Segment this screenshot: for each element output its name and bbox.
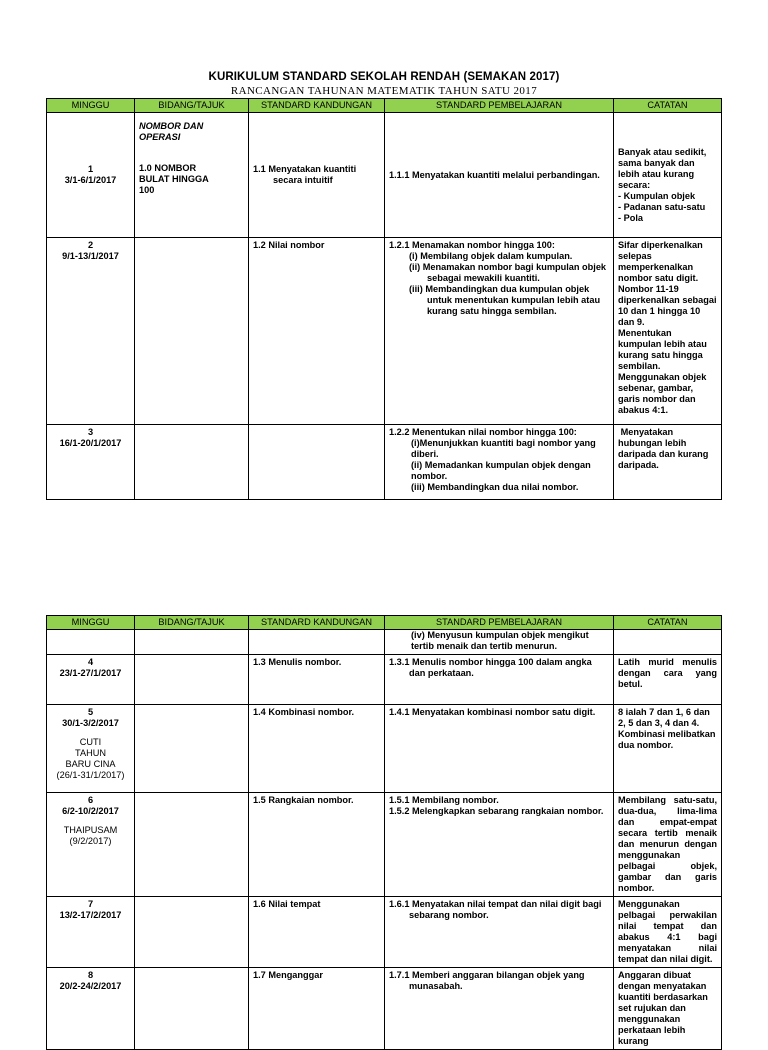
bidang-heading: NOMBOR DAN OPERASI xyxy=(139,121,204,142)
catatan-text: Banyak atau sedikit, sama banyak dan lebih atau kurang secara: xyxy=(618,146,707,190)
col-standard-pembelajaran: STANDARD PEMBELAJARAN xyxy=(385,616,614,630)
sk-text: 1.4 Kombinasi nombor. xyxy=(253,707,355,717)
standard-pembelajaran-cell xyxy=(385,238,614,425)
table-header-row xyxy=(47,99,722,113)
col-standard-kandungan: STANDARD KANDUNGAN xyxy=(249,99,385,113)
sk-text: 1.6 Nilai tempat xyxy=(253,899,321,909)
week-number: 7 xyxy=(87,899,94,909)
table-row xyxy=(47,655,722,705)
table-header-row xyxy=(47,616,722,630)
page-subtitle: RANCANGAN TAHUNAN MATEMATIK TAHUN SATU 2017 xyxy=(230,85,538,97)
week-cell xyxy=(47,897,135,968)
table-row xyxy=(47,113,722,238)
week-date: 20/2-24/2/2017 xyxy=(59,981,122,991)
standard-pembelajaran-cell xyxy=(385,425,614,500)
week-number: 5 xyxy=(87,707,94,717)
catatan-cell xyxy=(614,705,722,793)
sp-item: (i)Menunjukkan kuantiti bagi nombor yang diberi. xyxy=(411,438,596,459)
sp-text: 1.5.1 Membilang nombor. xyxy=(389,795,499,805)
standard-pembelajaran-cell xyxy=(385,705,614,793)
bidang-cell xyxy=(135,630,249,655)
sk-text: 1.2 Nilai nombor xyxy=(253,240,325,250)
catatan-cell xyxy=(614,897,722,968)
sp-text: 1.2.2 Menentukan nilai nombor hingga 100: xyxy=(389,427,577,437)
catatan-text: - Padanan satu-satu xyxy=(618,201,706,212)
week-date: 6/2-10/2/2017 xyxy=(62,806,119,816)
catatan-text: Latih murid menulis dengan cara yang betul. xyxy=(618,657,717,689)
week-date: 16/1-20/1/2017 xyxy=(59,438,122,448)
table-row xyxy=(47,238,722,425)
catatan-text: Menentukan kumpulan lebih atau kurang satu hingga sembilan. xyxy=(618,328,707,371)
bidang-cell xyxy=(135,655,249,705)
catatan-text: - Pola xyxy=(618,212,644,223)
catatan-cell xyxy=(614,968,722,1050)
week-cell xyxy=(47,968,135,1050)
standard-pembelajaran-cell xyxy=(385,968,614,1050)
catatan-cell xyxy=(614,238,722,425)
holiday-note: THAIPUSAM xyxy=(63,825,118,835)
bidang-cell xyxy=(135,113,249,238)
catatan-cell xyxy=(614,655,722,705)
catatan-cell xyxy=(614,425,722,500)
catatan-text: Menggunakan objek sebenar, gambar, garis nombor dan abakus 4:1. xyxy=(618,372,707,415)
table-row xyxy=(47,897,722,968)
standard-kandungan-cell xyxy=(249,655,385,705)
week-number: 6 xyxy=(87,795,94,805)
table-row xyxy=(47,705,722,793)
catatan-cell xyxy=(614,793,722,897)
week-cell xyxy=(47,655,135,705)
standard-kandungan-cell xyxy=(249,968,385,1050)
sp-text: 1.5.2 Melengkapkan sebarang rangkaian nombor. xyxy=(389,806,604,816)
week-date: 13/2-17/2/2017 xyxy=(59,910,122,920)
catatan-text: Membilang satu-satu, dua-dua, lima-lima dan empat-empat secara tertib menaik dan menurun dengan menggunakan pelbagai objek, gambar dan garis nombor. xyxy=(618,795,717,893)
bidang-cell xyxy=(135,238,249,425)
col-standard-pembelajaran: STANDARD PEMBELAJARAN xyxy=(385,99,614,113)
col-minggu: MINGGU xyxy=(47,616,135,630)
sk-text: 1.7 Menganggar xyxy=(253,970,323,980)
sk-text: 1.5 Rangkaian nombor. xyxy=(253,795,354,805)
week-cell xyxy=(47,238,135,425)
catatan-text: Sifar diperkenalkan selepas memperkenalkan nombor satu digit. xyxy=(618,240,703,283)
standard-kandungan-cell xyxy=(249,793,385,897)
catatan-cell xyxy=(614,113,722,238)
sp-text: 1.2.1 Menamakan nombor hingga 100: xyxy=(389,240,555,250)
col-bidang: BIDANG/TAJUK xyxy=(135,616,249,630)
standard-kandungan-cell xyxy=(249,238,385,425)
standard-kandungan-cell xyxy=(249,113,385,238)
holiday-note: CUTI TAHUN BARU CINA xyxy=(65,737,116,769)
catatan-text: Menggunakan pelbagai perwakilan nilai tempat dan abakus 4:1 bagi menyatakan nilai tempat dan nilai digit. xyxy=(618,899,717,964)
standard-pembelajaran-cell xyxy=(385,113,614,238)
week-number: 4 xyxy=(87,657,94,667)
standard-pembelajaran-cell xyxy=(385,897,614,968)
standard-kandungan-cell xyxy=(249,705,385,793)
catatan-text: Menyatakan hubungan lebih daripada dan kurang daripada. xyxy=(618,427,711,470)
standard-kandungan-cell xyxy=(249,897,385,968)
col-standard-kandungan: STANDARD KANDUNGAN xyxy=(249,616,385,630)
week-number: 3 xyxy=(87,427,94,437)
bidang-cell xyxy=(135,968,249,1050)
table-row xyxy=(47,630,722,655)
catatan-cell xyxy=(614,630,722,655)
bidang-cell xyxy=(135,425,249,500)
week-cell xyxy=(47,630,135,655)
sp-item: (ii) Menamakan nombor bagi kumpulan objek sebagai mewakili kuantiti. xyxy=(409,262,607,283)
week-date: 23/1-27/1/2017 xyxy=(59,668,122,678)
week-number: 2 xyxy=(87,240,94,250)
bidang-topic: 1.0 NOMBOR BULAT HINGGA 100 xyxy=(139,163,209,195)
standard-kandungan-cell xyxy=(249,425,385,500)
page-title: KURIKULUM STANDARD SEKOLAH RENDAH (SEMAKAN 2017) xyxy=(208,71,560,83)
sp-item: (iii) Membandingkan dua nilai nombor. xyxy=(411,482,579,492)
sp-text: 1.6.1 Menyatakan nilai tempat dan nilai digit bagi sebarang nombor. xyxy=(389,899,602,920)
col-bidang: BIDANG/TAJUK xyxy=(135,99,249,113)
catatan-text: Nombor 11-19 diperkenalkan sebagai 10 dan 1 hingga 10 dan 9. xyxy=(618,284,717,327)
sp-item: (iii) Membandingkan dua kumpulan objek untuk menentukan kumpulan lebih atau kurang satu hingga sembilan. xyxy=(409,284,601,316)
bidang-cell xyxy=(135,793,249,897)
col-catatan: CATATAN xyxy=(614,99,722,113)
table-row xyxy=(47,793,722,897)
standard-pembelajaran-cell xyxy=(385,630,614,655)
plan-table-2 xyxy=(46,615,722,1050)
week-date: 30/1-3/2/2017 xyxy=(62,718,119,728)
sk-text: 1.1 Menyatakan kuantiti secara intuitif xyxy=(253,164,357,185)
week-number: 1 xyxy=(87,164,94,174)
sp-text: 1.7.1 Memberi anggaran bilangan objek yang munasabah. xyxy=(389,970,585,991)
week-date: 9/1-13/1/2017 xyxy=(62,251,119,261)
sk-text: 1.3 Menulis nombor. xyxy=(253,657,342,667)
col-catatan: CATATAN xyxy=(614,616,722,630)
table-row xyxy=(47,425,722,500)
sp-text: 1.1.1 Menyatakan kuantiti melalui perbandingan. xyxy=(389,169,600,180)
catatan-text: - Kumpulan objek xyxy=(618,190,696,201)
standard-kandungan-cell xyxy=(249,630,385,655)
holiday-date: (26/1-31/1/2017) xyxy=(56,770,125,780)
table-row xyxy=(47,968,722,1050)
sp-item: (iv) Menyusun kumpulan objek mengikut tertib menaik dan tertib menurun. xyxy=(411,630,589,651)
standard-pembelajaran-cell xyxy=(385,655,614,705)
week-date: 3/1-6/1/2017 xyxy=(64,175,117,185)
week-cell xyxy=(47,425,135,500)
bidang-cell xyxy=(135,897,249,968)
sp-text: 1.4.1 Menyatakan kombinasi nombor satu digit. xyxy=(389,707,596,717)
week-cell xyxy=(47,705,135,793)
holiday-date: (9/2/2017) xyxy=(69,836,112,846)
week-number: 8 xyxy=(87,970,94,980)
catatan-text: 8 ialah 7 dan 1, 6 dan 2, 5 dan 3, 4 dan 4. Kombinasi melibatkan dua nombor. xyxy=(618,707,716,750)
sp-item: (ii) Memadankan kumpulan objek dengan nombor. xyxy=(411,460,591,481)
col-minggu: MINGGU xyxy=(47,99,135,113)
sp-text: 1.3.1 Menulis nombor hingga 100 dalam angka dan perkataan. xyxy=(389,657,592,678)
week-cell xyxy=(47,793,135,897)
week-cell xyxy=(47,113,135,238)
plan-table-1 xyxy=(46,98,722,500)
standard-pembelajaran-cell xyxy=(385,793,614,897)
sp-item: (i) Membilang objek dalam kumpulan. xyxy=(409,251,573,261)
catatan-text: Anggaran dibuat dengan menyatakan kuantiti berdasarkan set rujukan dan menggunakan perkataan lebih kurang xyxy=(618,970,708,1046)
bidang-cell xyxy=(135,705,249,793)
